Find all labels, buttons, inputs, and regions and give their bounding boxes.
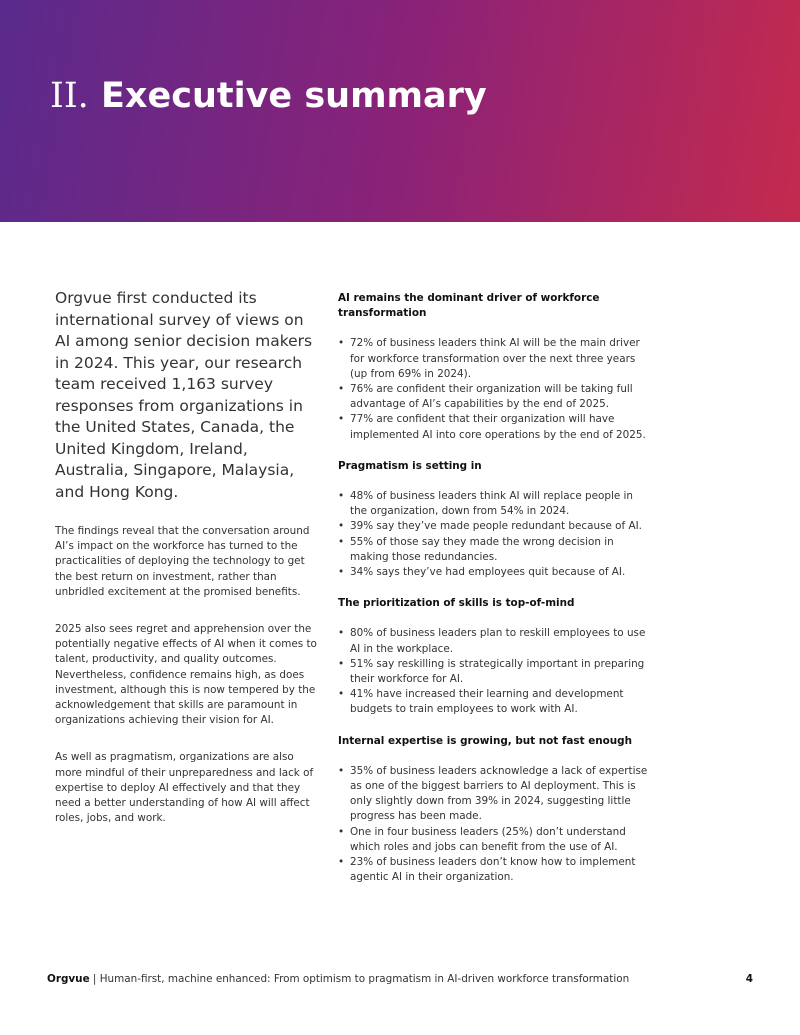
bullet-list [338, 336, 650, 442]
list-item: • 72% of business leaders think AI will be the main driver for workforce transformation over the next three years (up from 69% in 2024). [338, 336, 650, 382]
left-column [55, 288, 317, 826]
bullet-list [338, 626, 650, 717]
section-heading: The prioritization of skills is top-of-mind [338, 597, 575, 610]
list-item: • 41% have increased their learning and development budgets to train employees to work with AI. [338, 687, 650, 717]
list-item: • 51% say reskilling is strategically important in preparing their workforce for AI. [338, 657, 650, 687]
footer-separator: | [89, 973, 100, 985]
body-paragraph-1: The findings reveal that the conversation around AI’s impact on the workforce has turned to the practicalities of deploying the technology to get the best return on investment, rather than unbridled excitement at the promised benefits. [55, 525, 310, 598]
page-title [50, 74, 487, 118]
list-item: • 55% of those say they made the wrong decision in making those redundancies. [338, 535, 650, 565]
section-pragmatism [338, 459, 650, 580]
page-footer [47, 972, 753, 986]
body-paragraph-3: As well as pragmatism, organizations are also more mindful of their unpreparedness and lack of expertise to deploy AI effectively and that they need a better understanding of how AI will affect roles, jobs, and work. [55, 751, 314, 825]
list-item: • 39% say they’ve made people redundant because of AI. [338, 519, 650, 534]
list-item: • 34% says they’ve had employees quit because of AI. [338, 565, 650, 580]
list-item: • 35% of business leaders acknowledge a lack of expertise as one of the biggest barriers to AI deployment. This is only slightly down from 39% in 2024, suggesting little progress has been made. [338, 764, 650, 825]
intro-paragraph: Orgvue first conducted its international survey of views on AI among senior decision makers in 2024. This year, our research team received 1,163 survey responses from organizations in the United States, Canada, the United Kingdom, Ireland, Australia, Singapore, Malaysia, and Hong Kong. [55, 289, 313, 501]
section-heading: Internal expertise is growing, but not fast enough [338, 734, 633, 747]
section-title: Executive summary [100, 76, 487, 116]
footer-brand: Orgvue [47, 973, 90, 985]
list-item: • 80% of business leaders plan to reskill employees to use AI in the workplace. [338, 626, 650, 656]
header-banner [0, 0, 800, 222]
list-item: • 23% of business leaders don’t know how to implement agentic AI in their organization. [338, 855, 650, 885]
page-number: 4 [745, 973, 753, 985]
section-heading: AI remains the dominant driver of workforce transformation [338, 292, 600, 320]
body-paragraph-2: 2025 also sees regret and apprehension over the potentially negative effects of AI when it comes to talent, productivity, and quality outcomes. Nevertheless, confidence remains high, as does investment, although this is now tempered by the acknowledgement that skills are paramount in organizations achieving their vision for AI. [55, 623, 317, 727]
section-skills [338, 596, 650, 717]
right-column [338, 291, 650, 902]
list-item: • 48% of business leaders think AI will replace people in the organization, down from 54% in 2024. [338, 489, 650, 519]
list-item: • 77% are confident that their organization will have implemented AI into core operations by the end of 2025. [338, 412, 650, 442]
bullet-list [338, 764, 650, 886]
section-heading: Pragmatism is setting in [338, 459, 482, 472]
section-numeral: II. [50, 76, 89, 116]
list-item: • One in four business leaders (25%) don’t understand which roles and jobs can benefit from the use of AI. [338, 825, 650, 855]
section-expertise [338, 734, 650, 886]
section-ai-driver [338, 291, 650, 443]
list-item: • 76% are confident their organization will be taking full advantage of AI’s capabilities by the end of 2025. [338, 382, 650, 412]
footer-title: Human-first, machine enhanced: From optimism to pragmatism in AI-driven workforce transformation [99, 973, 630, 985]
bullet-list [338, 489, 650, 580]
